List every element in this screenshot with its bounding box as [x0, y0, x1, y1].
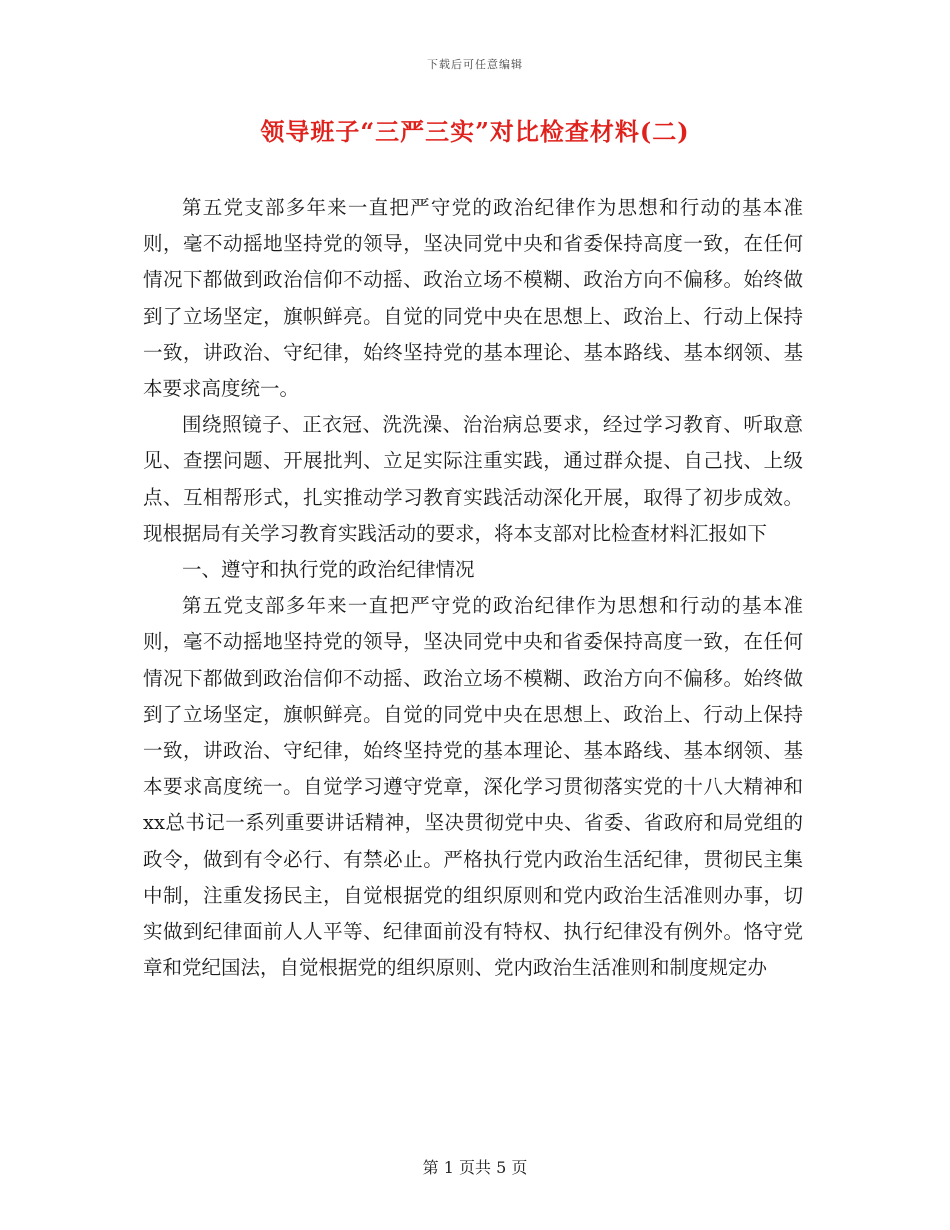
- page-number: 第 1 页共 5 页: [422, 1158, 528, 1177]
- section-heading-1: 一、遵守和执行党的政治纪律情况: [182, 558, 475, 582]
- document-body: [143, 190, 803, 986]
- paragraph-section-1: 第五党支部多年来一直把严守党的政治纪律作为思想和行动的基本准则，毫不动摇地坚持党的领导，坚决同党中央和省委保持高度一致，在任何情况下都做到政治信仰不动摇、政治立场不模糊、政治方向不偏移。始终做到了立场坚定，旗帜鲜亮。自觉的同党中央在思想上、政治上、行动上保持一致，讲政治、守纪律，始终坚持党的基本理论、基本路线、基本纲领、基本要求高度统一。自觉学习遵守党章，深化学习贯彻落实党的十八大精神和xx总书记一系列重要讲话精神，坚决贯彻党中央、省委、省政府和局党组的政令，做到有令必行、有禁必止。严格执行党内政治生活纪律，贯彻民主集中制，注重发扬民主，自觉根据党的组织原则和党内政治生活准则办事，切实做到纪律面前人人平等、纪律面前没有特权、执行纪律没有例外。恪守党章和党纪国法，自觉根据党的组织原则、党内政治生活准则和制度规定办: [143, 594, 803, 980]
- document-title: 领导班子“三严三实”对比检查材料(二): [260, 117, 690, 146]
- paragraph-intro: 第五党支部多年来一直把严守党的政治纪律作为思想和行动的基本准则，毫不动摇地坚持党的领导，坚决同党中央和省委保持高度一致，在任何情况下都做到政治信仰不动摇、政治立场不模糊、政治方向不偏移。始终做到了立场坚定，旗帜鲜亮。自觉的同党中央在思想上、政治上、行动上保持一致，讲政治、守纪律，始终坚持党的基本理论、基本路线、基本纲领、基本要求高度统一。: [143, 196, 803, 401]
- header-note: 下载后可任意编辑: [427, 58, 523, 71]
- paragraph-approach: 围绕照镜子、正衣冠、洗洗澡、治治病总要求，经过学习教育、听取意见、查摆问题、开展批判、立足实际注重实践，通过群众提、自己找、上级点、互相帮形式，扎实推动学习教育实践活动深化开展，取得了初步成效。现根据局有关学习教育实践活动的要求，将本支部对比检查材料汇报如下: [143, 413, 803, 545]
